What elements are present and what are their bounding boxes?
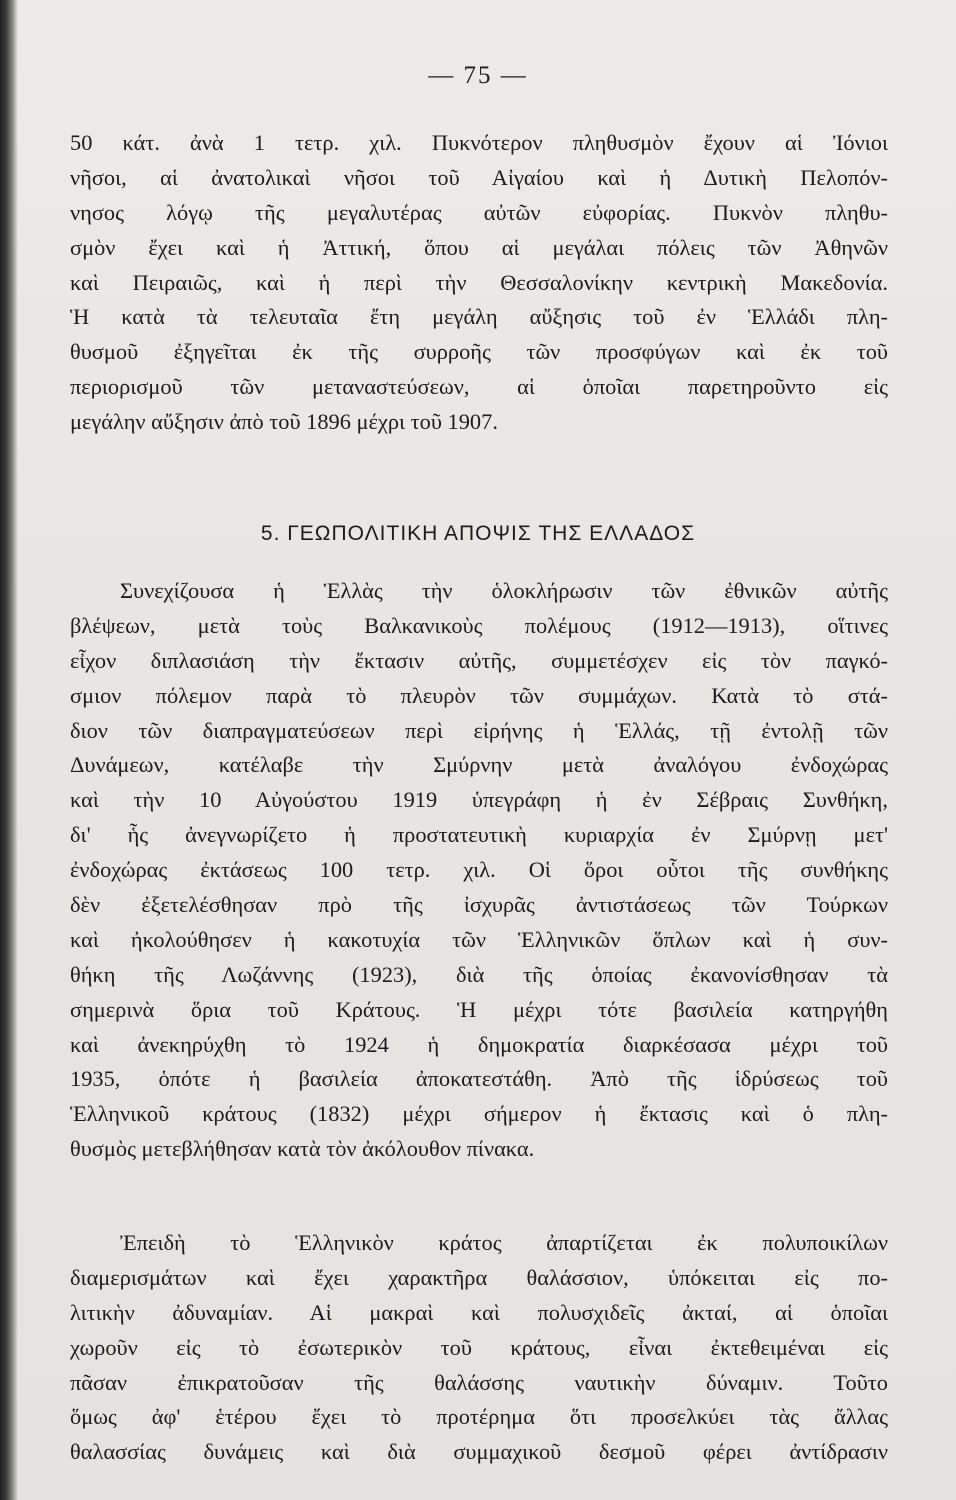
text-line: καὶ ἠκολούθησεν ἡ κακοτυχία τῶν Ἑλληνικῶν ὅπλων καὶ ἡ συν- bbox=[70, 926, 888, 952]
text-line: νῆσοι, αἱ ἀνατολικαὶ νῆσοι τοῦ Αἰγαίου καὶ ἡ Δυτικὴ Πελοπόν- bbox=[70, 164, 888, 190]
text-line: εἶχον διπλασιάση τὴν ἔκτασιν αὐτῆς, συμμετέσχεν εἰς τὸν παγκό- bbox=[70, 647, 888, 673]
text-line: σμὸν ἔχει καὶ ἡ Ἀττική, ὅπου αἱ μεγάλαι πόλεις τῶν Ἀθηνῶν bbox=[70, 234, 888, 260]
text-line: Συνεχίζουσα ἡ Ἑλλὰς τὴν ὁλοκλήρωσιν τῶν ἐθνικῶν αὐτῆς bbox=[120, 578, 888, 603]
text-line: ὅμως ἀφ' ἑτέρου ἔχει τὸ προτέρημα ὅτι προσελκύει τὰς ἄλλας bbox=[70, 1404, 888, 1430]
text-line: θυσμοῦ ἐξηγεῖται ἐκ τῆς συρροῆς τῶν προσφύγων καὶ ἐκ τοῦ bbox=[70, 339, 888, 365]
text-line: Ἑλληνικοῦ κράτους (1832) μέχρι σήμερον ἡ ἔκτασις καὶ ὁ πλη- bbox=[70, 1101, 888, 1127]
paragraph-population bbox=[70, 126, 888, 440]
section-heading: 5. ΓΕΩΠΟΛΙΤΙΚΗ ΑΠΟΨΙΣ ΤΗΣ ΕΛΛΑΔΟΣ bbox=[260, 522, 696, 545]
paragraph-history bbox=[70, 574, 888, 1167]
text-line: σημερινὰ ὅρια τοῦ Κράτους. Ἡ μέχρι τότε βασιλεία κατηργήθη bbox=[70, 996, 888, 1022]
text-line: δὲν ἐξετελέσθησαν πρὸ τῆς ἰσχυρᾶς ἀντιστάσεως τῶν Τούρκων bbox=[70, 892, 888, 918]
text-line: βλέψεων, μετὰ τοὺς Βαλκανικοὺς πολέμους (1912—1913), οἵτινες bbox=[70, 612, 888, 638]
text-line: 50 κάτ. ἀνὰ 1 τετρ. χιλ. Πυκνότερον πληθυσμὸν ἔχουν αἱ Ἰόνιοι bbox=[70, 130, 888, 155]
text-line: καὶ Πειραιῶς, καὶ ἡ περὶ τὴν Θεσσαλονίκην κεντρικὴ Μακεδονία. bbox=[70, 269, 888, 295]
text-line: πᾶσαν ἐπικρατοῦσαν τῆς θαλάσσης ναυτικὴν δύναμιν. Τοῦτο bbox=[70, 1369, 888, 1395]
text-line: μεγάλην αὔξησιν ἀπὸ τοῦ 1896 μέχρι τοῦ 1907. bbox=[70, 409, 498, 435]
text-line: περιορισμοῦ τῶν μεταναστεύσεων, αἱ ὁποῖαι παρετηροῦντο εἰς bbox=[70, 374, 888, 400]
page-gutter-shadow bbox=[0, 0, 18, 1500]
text-line: λιτικὴν ἀδυναμίαν. Αἱ μακραὶ καὶ πολυσχιδεῖς ἀκταί, αἱ ὁποῖαι bbox=[70, 1299, 888, 1325]
text-line: Ἡ κατὰ τὰ τελευταῖα ἔτη μεγάλη αὔξησις τοῦ ἐν Ἑλλάδι πλη- bbox=[70, 304, 888, 330]
page-number: — 75 — bbox=[428, 62, 528, 89]
text-line: ἐνδοχώρας ἐκτάσεως 100 τετρ. χιλ. Οἱ ὅροι οὗτοι τῆς συνθήκης bbox=[70, 857, 888, 883]
text-line: καὶ τὴν 10 Αὐγούστου 1919 ὑπεγράφη ἡ ἐν Σέβραις Συνθήκη, bbox=[70, 787, 888, 813]
text-line: νησος λόγῳ τῆς μεγαλυτέρας αὐτῶν εὐφορίας. Πυκνὸν πληθυ- bbox=[70, 199, 888, 225]
text-line: δι' ἧς ἀνεγνωρίζετο ἡ προστατευτικὴ κυριαρχία ἐν Σμύρνῃ μετ' bbox=[70, 822, 888, 848]
paragraph-geopolitics bbox=[70, 1226, 888, 1470]
text-line: διαμερισμάτων καὶ ἔχει χαρακτῆρα θαλάσσιον, ὑπόκειται εἰς πο- bbox=[70, 1264, 888, 1290]
text-line: σμιον πόλεμον παρὰ τὸ πλευρὸν τῶν συμμάχων. Κατὰ τὸ στά- bbox=[70, 682, 888, 708]
text-line: διον τῶν διαπραγματεύσεων περὶ εἰρήνης ἡ Ἑλλάς, τῇ ἐντολῇ τῶν bbox=[70, 717, 888, 743]
text-line: θαλασσίας δυνάμεις καὶ διὰ συμμαχικοῦ δεσμοῦ φέρει ἀντίδρασιν bbox=[70, 1439, 888, 1465]
text-line: θυσμὸς μετεβλήθησαν κατὰ τὸν ἀκόλουθον πίνακα. bbox=[70, 1136, 535, 1162]
text-line: Ἐπειδὴ τὸ Ἑλληνικὸν κράτος ἀπαρτίζεται ἐκ πολυποικίλων bbox=[120, 1230, 888, 1255]
text-line: θήκη τῆς Λωζάννης (1923), διὰ τῆς ὁποίας ἐκανονίσθησαν τὰ bbox=[70, 961, 888, 987]
text-line: Δυνάμεων, κατέλαβε τὴν Σμύρνην μετὰ ἀναλόγου ἐνδοχώρας bbox=[70, 752, 888, 778]
text-line: 1935, ὁπότε ἡ βασιλεία ἀποκατεστάθη. Ἀπὸ τῆς ἱδρύσεως τοῦ bbox=[70, 1066, 888, 1092]
text-line: χωροῦν εἰς τὸ ἐσωτερικὸν τοῦ κράτους, εἶναι ἐκτεθειμέναι εἰς bbox=[70, 1334, 888, 1360]
text-line: καὶ ἀνεκηρύχθη τὸ 1924 ἡ δημοκρατία διαρκέσασα μέχρι τοῦ bbox=[70, 1031, 888, 1057]
